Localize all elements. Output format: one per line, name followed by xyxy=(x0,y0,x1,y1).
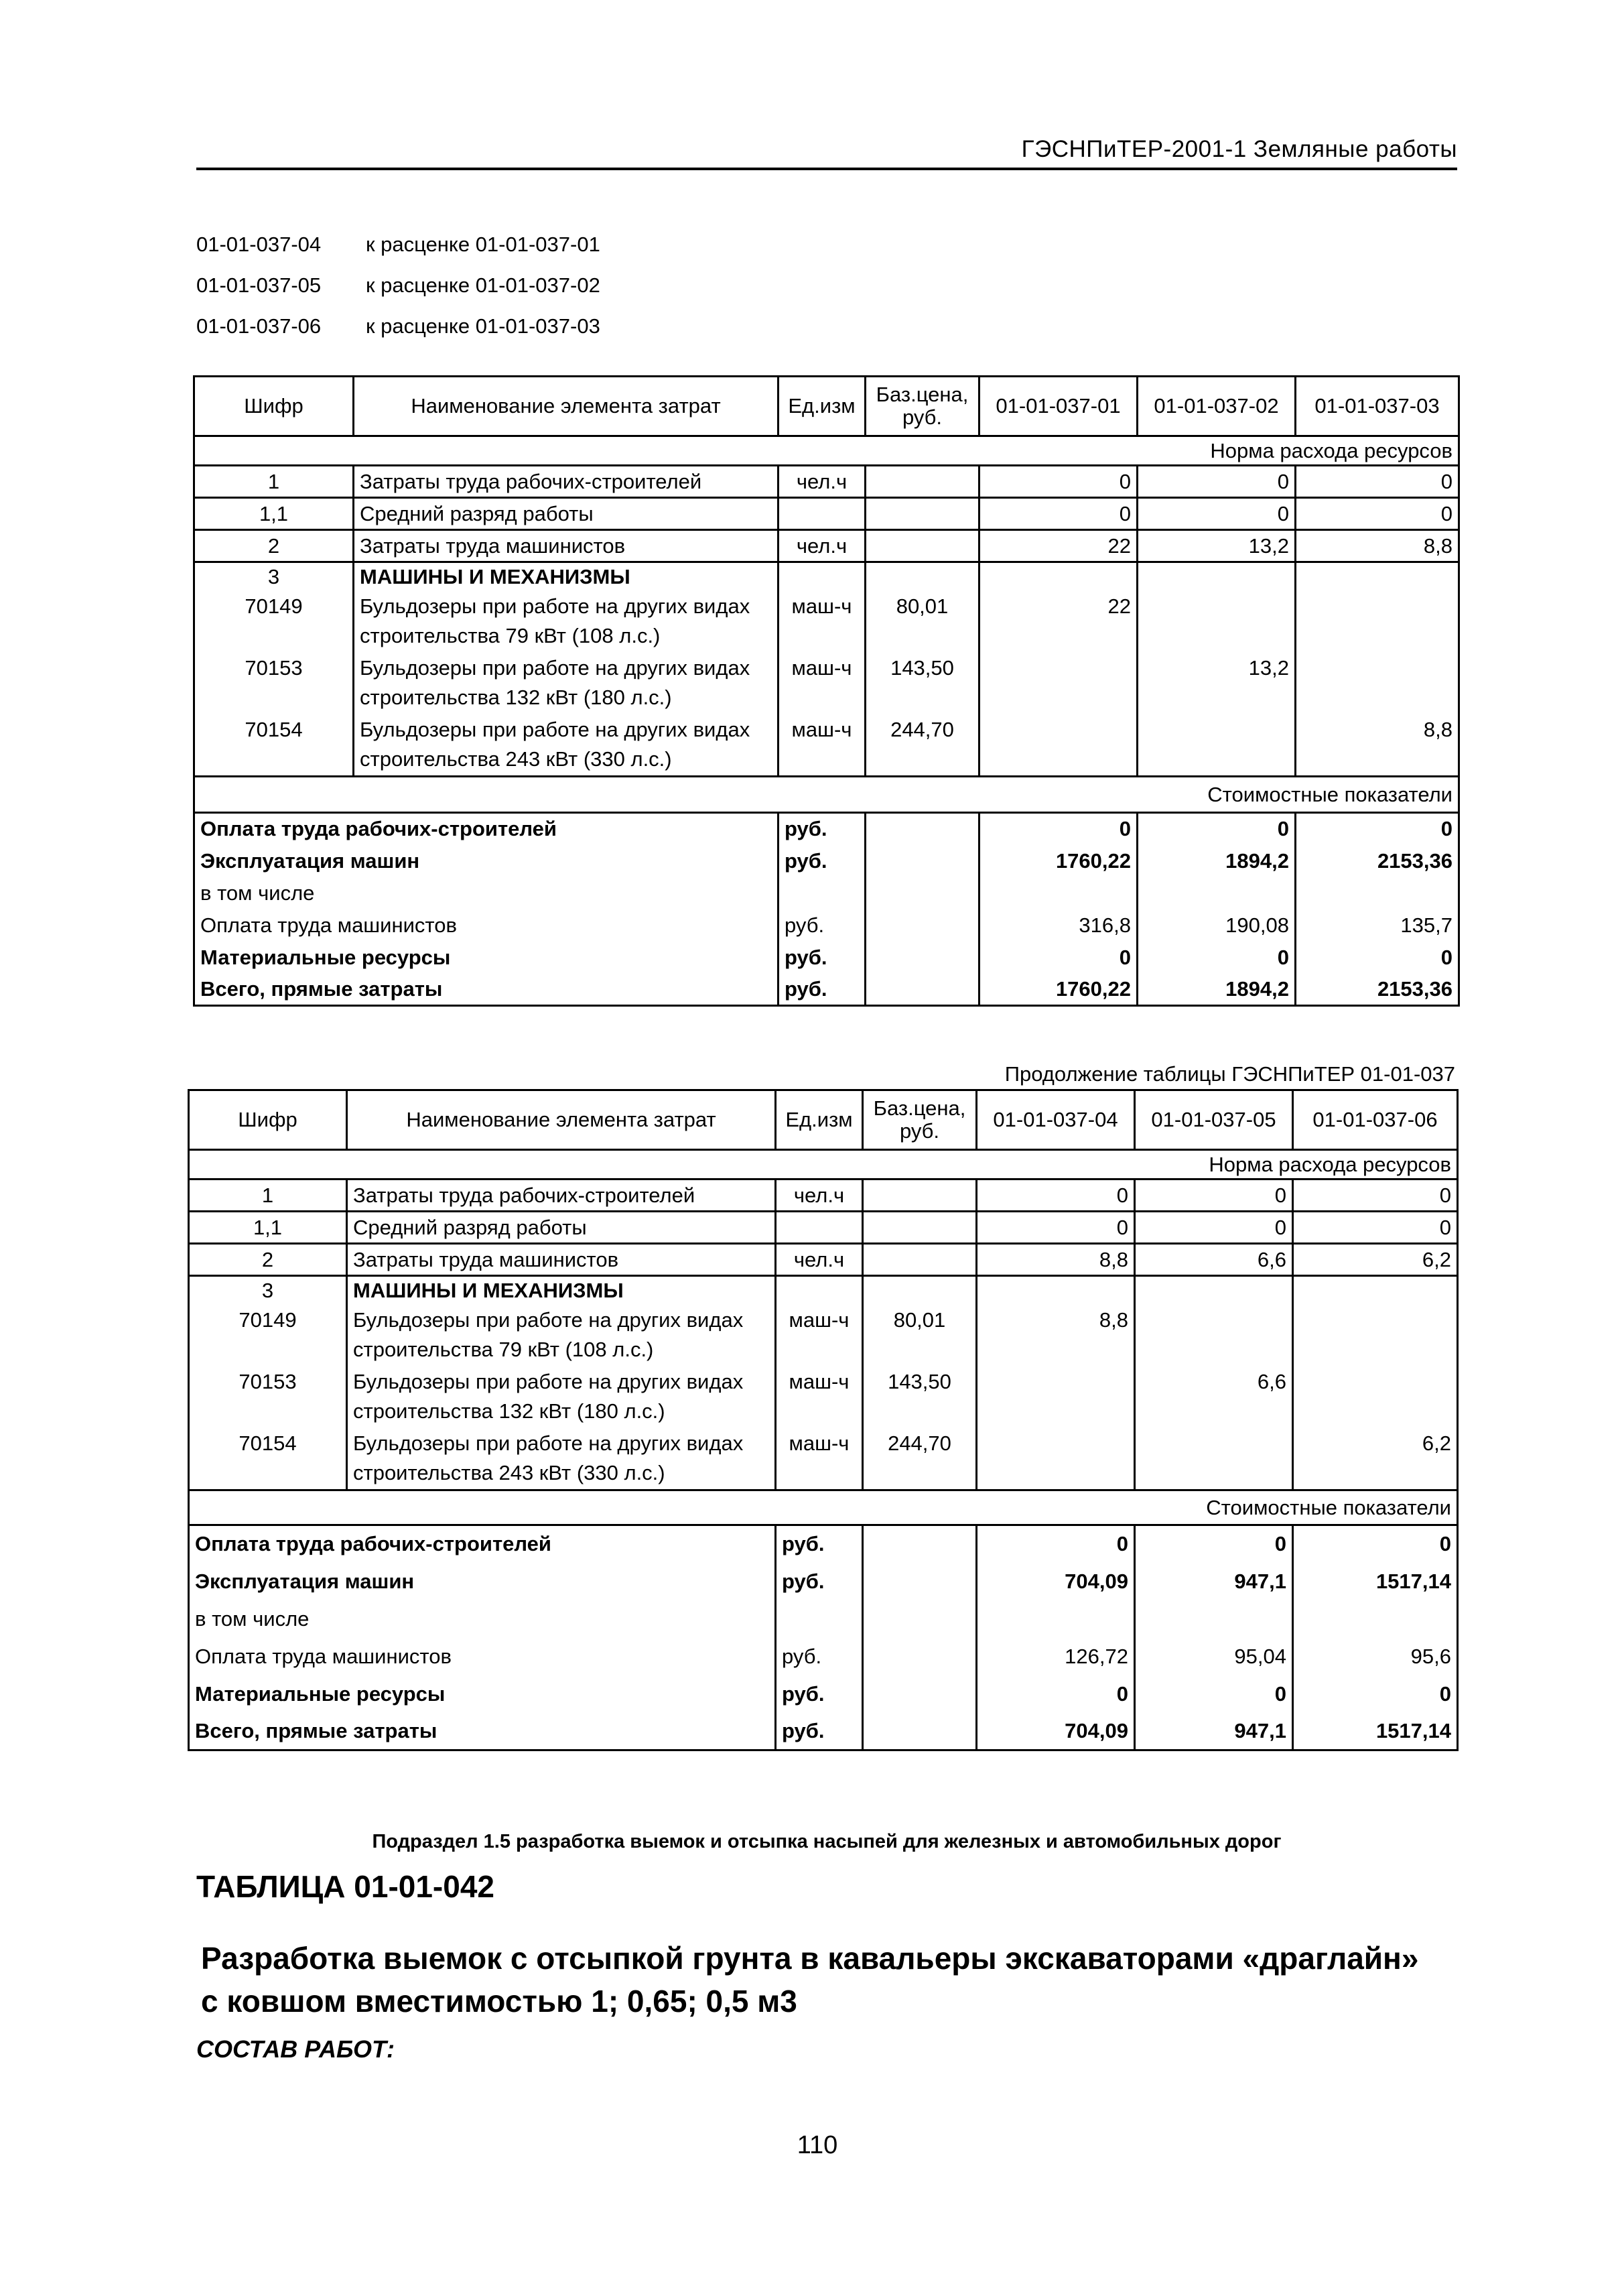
norm-label-row xyxy=(194,436,1459,466)
norm-label: Норма расхода ресурсов xyxy=(189,1150,1458,1179)
cost-v1: 1760,22 xyxy=(979,845,1138,877)
table-row xyxy=(194,592,1459,653)
row-unit xyxy=(779,562,866,592)
cost-price xyxy=(866,845,979,877)
row-code: 70153 xyxy=(194,653,354,715)
header-name: Наименование элемента затрат xyxy=(347,1090,776,1150)
cost-v2: 0 xyxy=(1135,1675,1293,1713)
cost-price xyxy=(863,1713,977,1750)
table-header-row xyxy=(189,1090,1458,1150)
cost-v3: 1517,14 xyxy=(1293,1563,1458,1600)
table-header-row xyxy=(194,377,1459,436)
row-v2: 0 xyxy=(1138,466,1296,498)
row-unit: маш-ч xyxy=(776,1367,863,1429)
row-v3 xyxy=(1296,653,1459,715)
cost-name: Эксплуатация машин xyxy=(189,1563,776,1600)
cost-v2: 190,08 xyxy=(1138,909,1296,942)
cost-v3: 0 xyxy=(1296,813,1459,845)
cost-label-row xyxy=(194,777,1459,813)
table-row xyxy=(189,1429,1458,1490)
cost-price xyxy=(866,942,979,974)
row-name: Бульдозеры при работе на других видах строительства 132 кВт (180 л.с.) xyxy=(347,1367,776,1429)
row-unit: чел.ч xyxy=(776,1179,863,1212)
row-price xyxy=(863,1179,977,1212)
row-v1: 0 xyxy=(979,466,1138,498)
row-v1: 22 xyxy=(979,592,1138,653)
continuation-note: Продолжение таблицы ГЭСНПиТЕР 01-01-037 xyxy=(1004,1062,1455,1086)
cost-v1: 0 xyxy=(979,813,1138,845)
ref-code: 01-01-037-04 xyxy=(196,233,322,256)
row-v1: 0 xyxy=(979,498,1138,530)
row-code: 2 xyxy=(189,1244,347,1276)
row-price xyxy=(866,466,979,498)
row-code: 70153 xyxy=(189,1367,347,1429)
cost-price xyxy=(863,1563,977,1600)
row-v1 xyxy=(979,715,1138,777)
cost-price xyxy=(866,813,979,845)
cost-label-row xyxy=(189,1490,1458,1525)
table-row xyxy=(189,1276,1458,1305)
cost-unit: руб. xyxy=(779,813,866,845)
row-v3: 6,2 xyxy=(1293,1429,1458,1490)
table-title: ТАБЛИЦА 01-01-042 xyxy=(196,1869,494,1904)
row-v3: 6,2 xyxy=(1293,1244,1458,1276)
row-v2 xyxy=(1135,1305,1293,1367)
table-row xyxy=(189,1675,1458,1713)
row-name: Затраты труда рабочих-строителей xyxy=(354,466,779,498)
row-v3 xyxy=(1293,1367,1458,1429)
cost-unit: руб. xyxy=(779,942,866,974)
cost-name: Оплата труда машинистов xyxy=(189,1638,776,1675)
row-name: Бульдозеры при работе на других видах строительства 243 кВт (330 л.с.) xyxy=(347,1429,776,1490)
table-row xyxy=(189,1563,1458,1600)
cost-label: Стоимостные показатели xyxy=(194,777,1459,813)
row-price: 244,70 xyxy=(866,715,979,777)
row-name: Бульдозеры при работе на других видах строительства 132 кВт (180 л.с.) xyxy=(354,653,779,715)
table-row xyxy=(189,1713,1458,1750)
row-v2 xyxy=(1138,715,1296,777)
row-v2 xyxy=(1138,562,1296,592)
header-rule xyxy=(196,168,1457,170)
cost-unit xyxy=(779,877,866,909)
cost-v2: 0 xyxy=(1138,813,1296,845)
cost-name: Всего, прямые затраты xyxy=(194,974,779,1006)
row-v1 xyxy=(977,1429,1135,1490)
header-name: Наименование элемента затрат xyxy=(354,377,779,436)
cost-label: Стоимостные показатели xyxy=(189,1490,1458,1525)
cost-v2 xyxy=(1138,877,1296,909)
table-row xyxy=(194,813,1459,845)
header-col3: 01-01-037-03 xyxy=(1296,377,1459,436)
row-code: 1 xyxy=(194,466,354,498)
ref-text: к расценке 01-01-037-01 xyxy=(366,233,600,256)
cost-price xyxy=(866,974,979,1006)
section-heading: Разработка выемок с отсыпкой грунта в кавальеры экскаваторами «драглайн» с ковшом вместимостью 1; 0,65; 0,5 м3 xyxy=(201,1941,1419,2019)
cost-v3 xyxy=(1293,1600,1458,1638)
header-unit: Ед.изм xyxy=(779,377,866,436)
row-v2: 0 xyxy=(1138,498,1296,530)
table-row xyxy=(189,1367,1458,1429)
cost-v2 xyxy=(1135,1600,1293,1638)
table-row xyxy=(189,1525,1458,1563)
cost-v1: 126,72 xyxy=(977,1638,1135,1675)
ref-text: к расценке 01-01-037-03 xyxy=(366,314,600,338)
row-unit: чел.ч xyxy=(779,466,866,498)
header-col3: 01-01-037-06 xyxy=(1293,1090,1458,1150)
table-row xyxy=(189,1305,1458,1367)
cost-v2: 0 xyxy=(1135,1525,1293,1563)
row-v2: 0 xyxy=(1135,1212,1293,1244)
row-v3 xyxy=(1296,562,1459,592)
ref-line xyxy=(196,314,600,338)
row-name: Затраты труда рабочих-строителей xyxy=(347,1179,776,1212)
cost-v2: 95,04 xyxy=(1135,1638,1293,1675)
header-code: Шифр xyxy=(194,377,354,436)
cost-v3: 0 xyxy=(1296,942,1459,974)
row-code: 70154 xyxy=(189,1429,347,1490)
page-number: 110 xyxy=(797,2131,838,2159)
row-v3 xyxy=(1293,1276,1458,1305)
ref-code: 01-01-037-05 xyxy=(196,273,322,297)
cost-v1: 704,09 xyxy=(977,1563,1135,1600)
table-row xyxy=(189,1600,1458,1638)
ref-code: 01-01-037-06 xyxy=(196,314,322,338)
row-price xyxy=(863,1212,977,1244)
cost-v3: 135,7 xyxy=(1296,909,1459,942)
row-code: 70149 xyxy=(194,592,354,653)
cost-unit: руб. xyxy=(776,1563,863,1600)
row-name: Затраты труда машинистов xyxy=(347,1244,776,1276)
cost-v2: 947,1 xyxy=(1135,1713,1293,1750)
row-unit: маш-ч xyxy=(776,1305,863,1367)
cost-v1: 704,09 xyxy=(977,1713,1135,1750)
row-unit: чел.ч xyxy=(779,530,866,562)
cost-v2: 1894,2 xyxy=(1138,845,1296,877)
cost-price xyxy=(863,1638,977,1675)
table-row xyxy=(189,1638,1458,1675)
table-row xyxy=(194,562,1459,592)
row-v3: 0 xyxy=(1296,498,1459,530)
cost-price xyxy=(863,1525,977,1563)
row-unit: маш-ч xyxy=(779,715,866,777)
row-v1 xyxy=(979,653,1138,715)
row-unit xyxy=(776,1212,863,1244)
table-row xyxy=(194,942,1459,974)
cost-unit: руб. xyxy=(776,1525,863,1563)
cost-v2: 1894,2 xyxy=(1138,974,1296,1006)
row-code: 1,1 xyxy=(194,498,354,530)
row-v1: 8,8 xyxy=(977,1244,1135,1276)
row-code: 2 xyxy=(194,530,354,562)
row-name: Бульдозеры при работе на других видах строительства 79 кВт (108 л.с.) xyxy=(347,1305,776,1367)
row-v3: 0 xyxy=(1296,466,1459,498)
row-v3 xyxy=(1293,1305,1458,1367)
header-col2: 01-01-037-02 xyxy=(1138,377,1296,436)
cost-unit xyxy=(776,1600,863,1638)
header-price: Баз.цена, руб. xyxy=(866,377,979,436)
cost-unit: руб. xyxy=(779,845,866,877)
cost-v3: 0 xyxy=(1293,1675,1458,1713)
cost-price xyxy=(863,1675,977,1713)
page-header-title: ГЭСНПиТЕР-2001-1 Земляные работы xyxy=(1021,136,1457,162)
row-v1 xyxy=(977,1276,1135,1305)
table-row xyxy=(194,466,1459,498)
row-price xyxy=(863,1244,977,1276)
row-v2 xyxy=(1138,592,1296,653)
cost-v3: 2153,36 xyxy=(1296,845,1459,877)
row-price xyxy=(866,562,979,592)
row-code: 70149 xyxy=(189,1305,347,1367)
cost-v3: 2153,36 xyxy=(1296,974,1459,1006)
row-v2: 6,6 xyxy=(1135,1367,1293,1429)
row-unit xyxy=(779,498,866,530)
cost-v1: 0 xyxy=(979,942,1138,974)
cost-v1: 1760,22 xyxy=(979,974,1138,1006)
table-row xyxy=(194,653,1459,715)
cost-name: Материальные ресурсы xyxy=(194,942,779,974)
table-row xyxy=(194,909,1459,942)
cost-name: Оплата труда рабочих-строителей xyxy=(189,1525,776,1563)
table-row xyxy=(194,877,1459,909)
cost-price xyxy=(866,877,979,909)
cost-v3: 95,6 xyxy=(1293,1638,1458,1675)
row-name: Затраты труда машинистов xyxy=(354,530,779,562)
row-name: Средний разряд работы xyxy=(354,498,779,530)
cost-v1: 0 xyxy=(977,1525,1135,1563)
header-code: Шифр xyxy=(189,1090,347,1150)
row-code: 1 xyxy=(189,1179,347,1212)
cost-name: Материальные ресурсы xyxy=(189,1675,776,1713)
norm-label-row xyxy=(189,1150,1458,1179)
row-price: 80,01 xyxy=(863,1305,977,1367)
row-v3: 0 xyxy=(1293,1179,1458,1212)
row-v1 xyxy=(979,562,1138,592)
row-v2: 0 xyxy=(1135,1179,1293,1212)
row-v1: 8,8 xyxy=(977,1305,1135,1367)
row-code: 3 xyxy=(189,1276,347,1305)
header-col1: 01-01-037-04 xyxy=(977,1090,1135,1150)
header-col1: 01-01-037-01 xyxy=(979,377,1138,436)
cost-name: Оплата труда машинистов xyxy=(194,909,779,942)
cost-unit: руб. xyxy=(779,909,866,942)
row-v3: 0 xyxy=(1293,1212,1458,1244)
cost-unit: руб. xyxy=(779,974,866,1006)
header-price: Баз.цена, руб. xyxy=(863,1090,977,1150)
row-code: 3 xyxy=(194,562,354,592)
header-col2: 01-01-037-05 xyxy=(1135,1090,1293,1150)
row-name: Бульдозеры при работе на других видах строительства 243 кВт (330 л.с.) xyxy=(354,715,779,777)
norms-table-1 xyxy=(193,375,1460,1007)
cost-v1: 0 xyxy=(977,1675,1135,1713)
cost-unit: руб. xyxy=(776,1638,863,1675)
row-name: Средний разряд работы xyxy=(347,1212,776,1244)
row-name: МАШИНЫ И МЕХАНИЗМЫ xyxy=(354,562,779,592)
cost-v3: 0 xyxy=(1293,1525,1458,1563)
table-row xyxy=(194,845,1459,877)
cost-name: в том числе xyxy=(189,1600,776,1638)
row-price: 80,01 xyxy=(866,592,979,653)
row-v3 xyxy=(1296,592,1459,653)
row-code: 70154 xyxy=(194,715,354,777)
table-row xyxy=(189,1179,1458,1212)
subsection-title: Подраздел 1.5 разработка выемок и отсыпка насыпей для железных и автомобильных дорог xyxy=(372,1831,1282,1852)
row-v1: 0 xyxy=(977,1179,1135,1212)
row-v2 xyxy=(1135,1276,1293,1305)
work-composition-title: СОСТАВ РАБОТ: xyxy=(196,2035,395,2063)
table-row xyxy=(194,715,1459,777)
row-v2: 13,2 xyxy=(1138,530,1296,562)
cost-unit: руб. xyxy=(776,1713,863,1750)
row-code: 1,1 xyxy=(189,1212,347,1244)
ref-text: к расценке 01-01-037-02 xyxy=(366,273,600,297)
row-name: МАШИНЫ И МЕХАНИЗМЫ xyxy=(347,1276,776,1305)
row-price: 244,70 xyxy=(863,1429,977,1490)
cost-price xyxy=(863,1600,977,1638)
row-name: Бульдозеры при работе на других видах строительства 79 кВт (108 л.с.) xyxy=(354,592,779,653)
cost-name: Эксплуатация машин xyxy=(194,845,779,877)
row-price xyxy=(866,530,979,562)
cost-price xyxy=(866,909,979,942)
table-row xyxy=(189,1244,1458,1276)
row-unit: маш-ч xyxy=(779,592,866,653)
cost-v1: 316,8 xyxy=(979,909,1138,942)
row-v1: 0 xyxy=(977,1212,1135,1244)
row-unit: маш-ч xyxy=(776,1429,863,1490)
table-row xyxy=(194,498,1459,530)
row-unit xyxy=(776,1276,863,1305)
row-unit: чел.ч xyxy=(776,1244,863,1276)
table-row xyxy=(189,1212,1458,1244)
norms-table-2 xyxy=(188,1089,1459,1751)
row-v1 xyxy=(977,1367,1135,1429)
cost-v3: 1517,14 xyxy=(1293,1713,1458,1750)
cost-v3 xyxy=(1296,877,1459,909)
row-unit: маш-ч xyxy=(779,653,866,715)
table-row xyxy=(194,530,1459,562)
row-price xyxy=(863,1276,977,1305)
row-v1: 22 xyxy=(979,530,1138,562)
row-price xyxy=(866,498,979,530)
row-v2 xyxy=(1135,1429,1293,1490)
cost-name: Оплата труда рабочих-строителей xyxy=(194,813,779,845)
row-v2: 13,2 xyxy=(1138,653,1296,715)
header-unit: Ед.изм xyxy=(776,1090,863,1150)
row-v2: 6,6 xyxy=(1135,1244,1293,1276)
row-price: 143,50 xyxy=(863,1367,977,1429)
cost-unit: руб. xyxy=(776,1675,863,1713)
norm-label: Норма расхода ресурсов xyxy=(194,436,1459,466)
row-price: 143,50 xyxy=(866,653,979,715)
cost-v2: 0 xyxy=(1138,942,1296,974)
row-v3: 8,8 xyxy=(1296,530,1459,562)
cost-name: в том числе xyxy=(194,877,779,909)
cost-v1 xyxy=(977,1600,1135,1638)
table-row xyxy=(194,974,1459,1006)
cost-v1 xyxy=(979,877,1138,909)
row-v3: 8,8 xyxy=(1296,715,1459,777)
ref-line xyxy=(196,233,600,257)
cost-name: Всего, прямые затраты xyxy=(189,1713,776,1750)
ref-line xyxy=(196,273,600,298)
cost-v2: 947,1 xyxy=(1135,1563,1293,1600)
